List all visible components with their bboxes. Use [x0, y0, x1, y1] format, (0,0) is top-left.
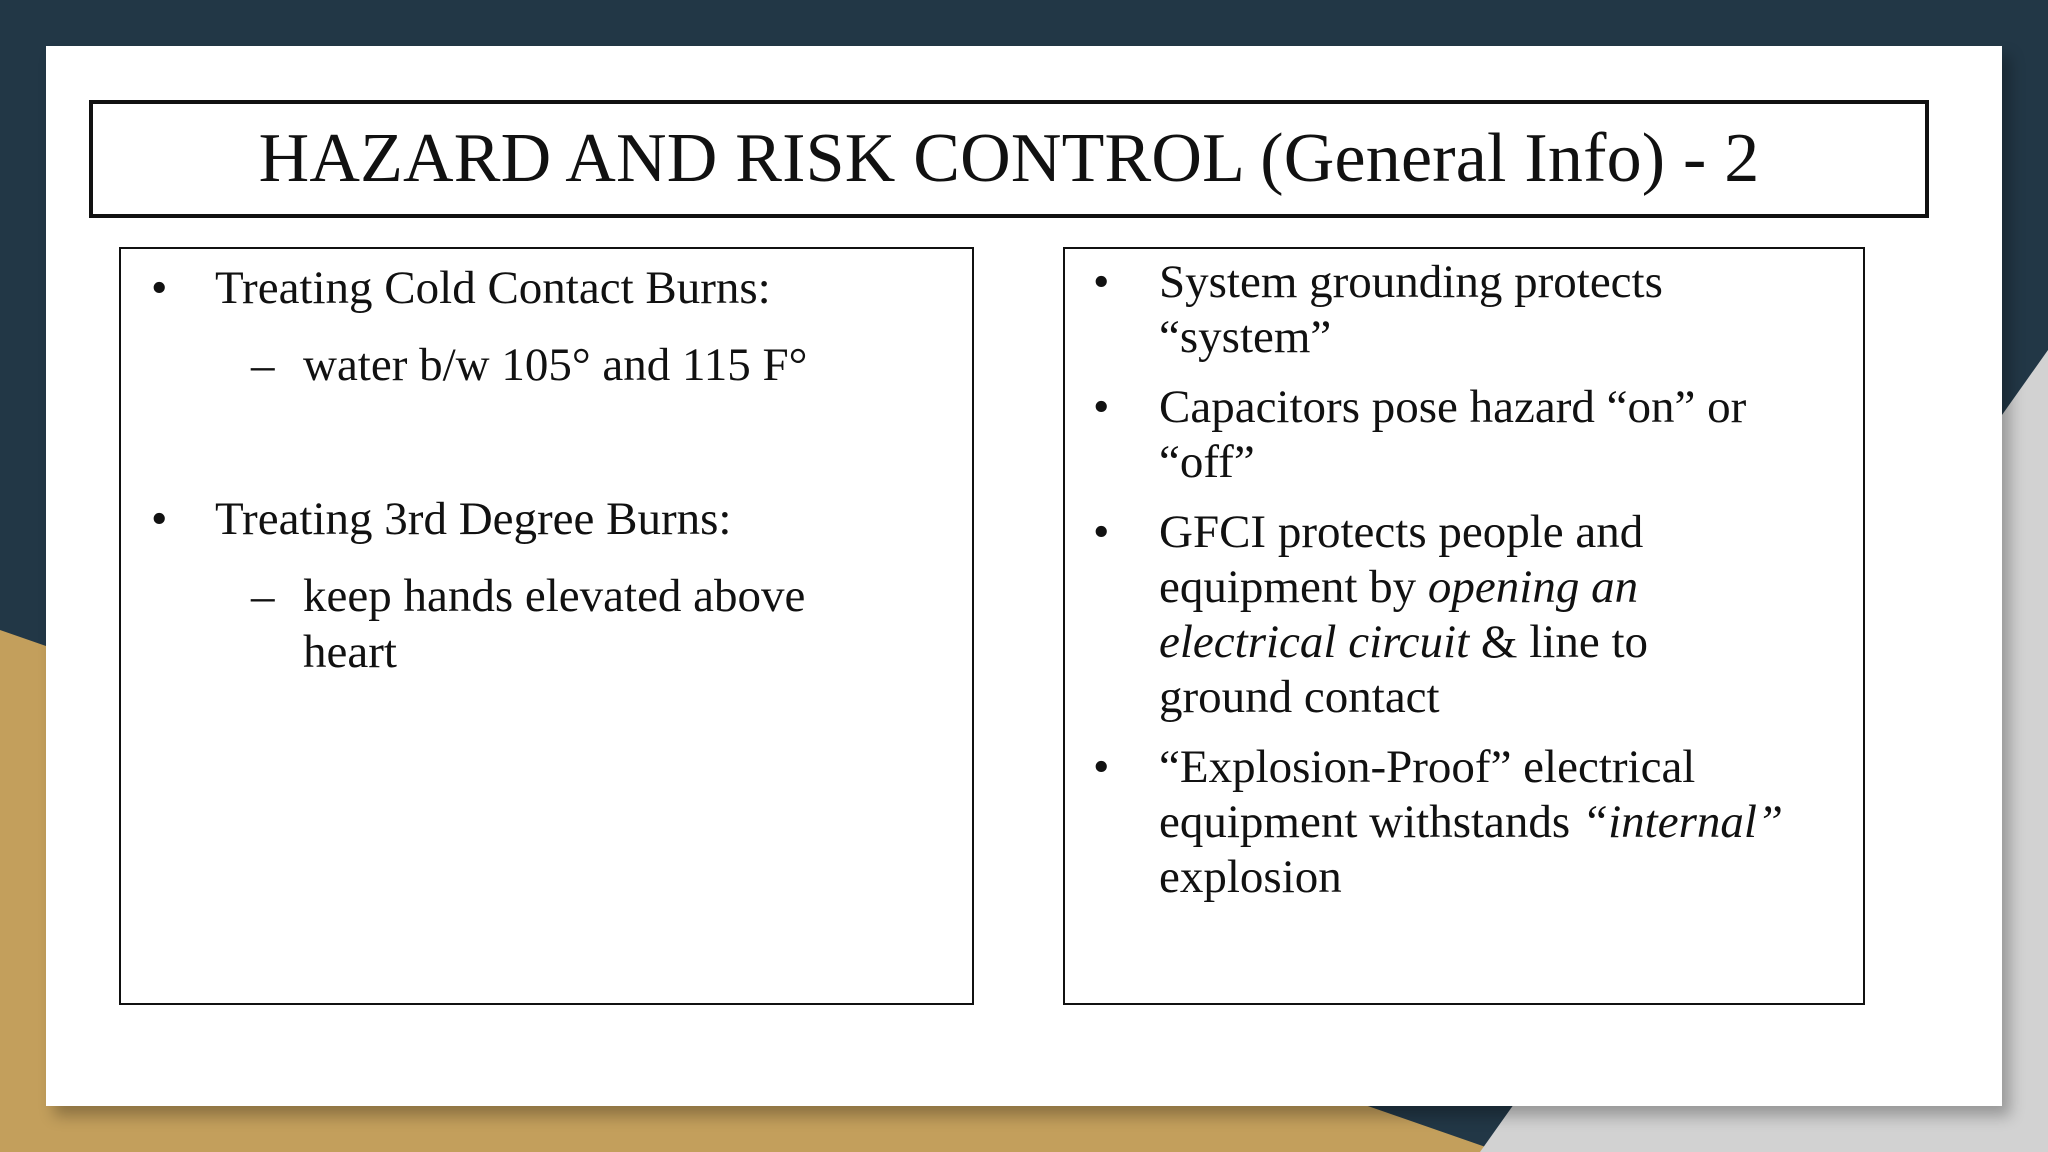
sub-list-item-text: water b/w 105° and 115 F°	[303, 339, 808, 391]
title-box	[89, 100, 1929, 218]
list-item-text	[1159, 794, 1783, 850]
list-item-text	[1159, 614, 1648, 670]
bullet-marker: •	[1093, 256, 1110, 308]
list-item-text: “system”	[1159, 311, 1332, 363]
sub-bullet-marker: –	[251, 339, 275, 391]
italic-text: electrical circuit	[1159, 616, 1470, 668]
sub-bullet-marker: –	[251, 570, 275, 622]
list-item-text: Treating 3rd Degree Burns:	[215, 493, 732, 545]
sub-list-item-text: keep hands elevated above	[303, 570, 806, 622]
plain-text: equipment by	[1159, 561, 1428, 613]
list-item-text: Capacitors pose hazard “on” or	[1159, 381, 1747, 433]
list-item-text: “off”	[1159, 436, 1255, 488]
italic-text: “internal”	[1581, 796, 1784, 848]
list-item-text: “Explosion-Proof” electrical	[1159, 741, 1696, 793]
bullet-marker: •	[1093, 381, 1110, 433]
list-item-text	[1159, 559, 1638, 615]
right-content-box	[1063, 247, 1865, 1005]
bullet-marker: •	[1093, 506, 1110, 558]
list-item-text: ground contact	[1159, 671, 1440, 723]
list-item-text: GFCI protects people and	[1159, 506, 1644, 558]
list-item-text: System grounding protects	[1159, 256, 1663, 308]
slide	[46, 46, 2002, 1106]
bullet-marker: •	[1093, 741, 1110, 793]
slide-title: HAZARD AND RISK CONTROL (General Info) - 2	[258, 120, 1760, 197]
sub-list-item-text: heart	[303, 626, 397, 678]
plain-text: equipment withstands	[1159, 796, 1582, 848]
list-item-text: Treating Cold Contact Burns:	[215, 262, 771, 314]
plain-text: & line to	[1469, 616, 1649, 668]
bullet-marker: •	[151, 262, 168, 314]
bullet-marker: •	[151, 493, 168, 545]
italic-text: opening an	[1427, 561, 1639, 613]
left-content-box	[119, 247, 974, 1005]
list-item-text: explosion	[1159, 851, 1342, 903]
